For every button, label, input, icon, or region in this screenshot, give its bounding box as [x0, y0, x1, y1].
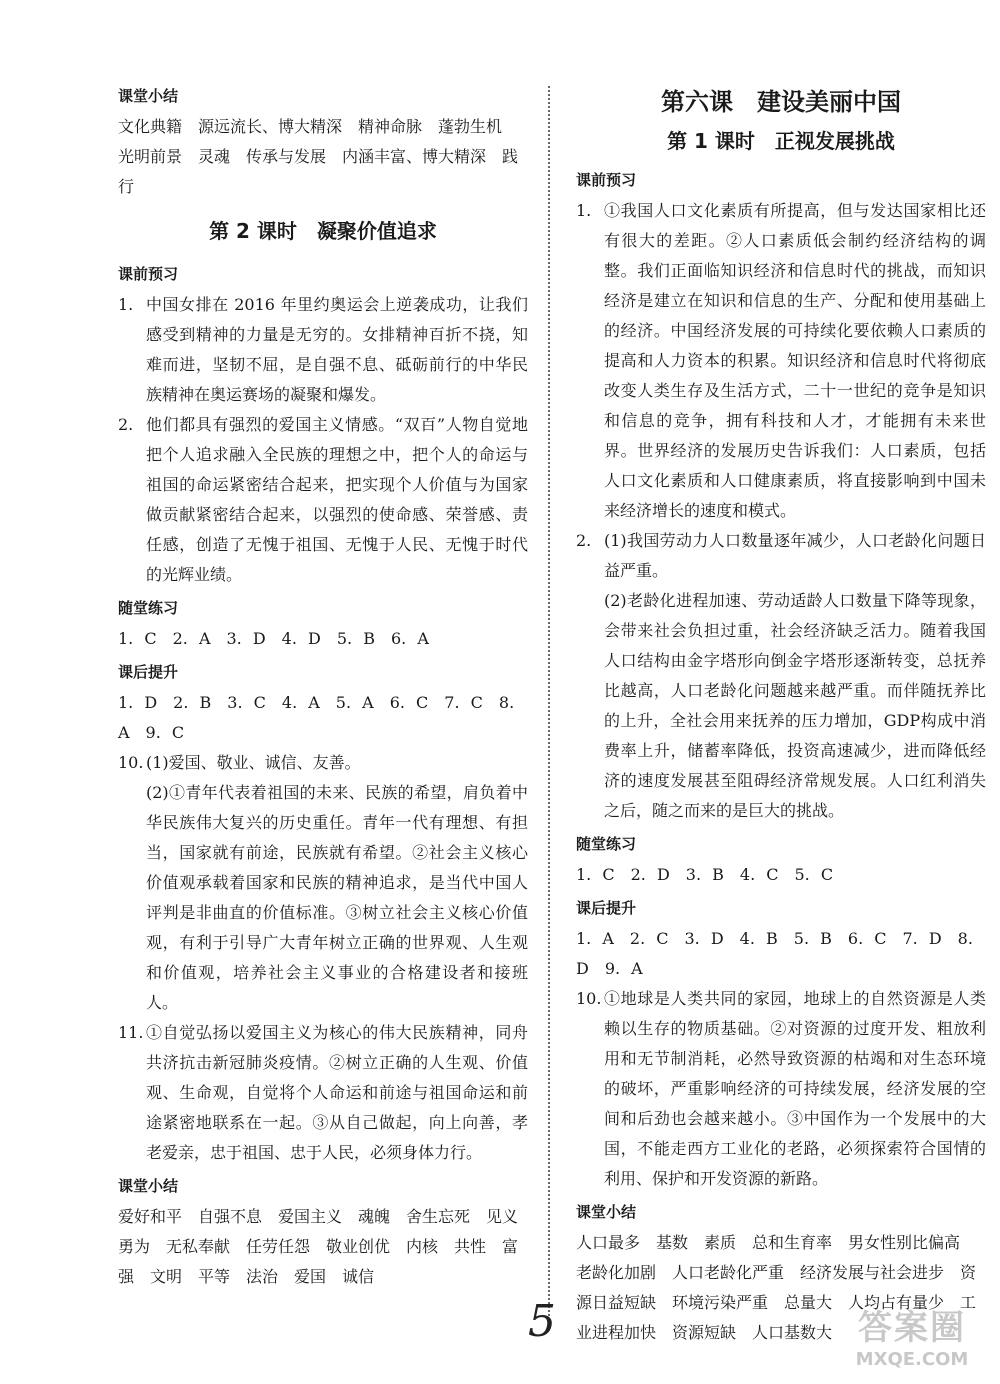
after-class-answers: 1. D 2. B 3. C 4. A 5. A 6. C 7. C 8. A 9. C	[118, 693, 515, 742]
item-text: 中国女排在 2016 年里约奥运会上逆袭成功，让我们感受到精神的力量是无穷的。女排精神百折不挠，知难而进，坚韧不屈，是自强不息、砥砺前行的中华民族精神在奥运赛场的凝聚和爆发。	[146, 295, 528, 404]
lesson-title: 第 1 课时 正视发展挑战	[667, 129, 895, 153]
preview-item-2-part-2: (2)老龄化进程加速、劳动适龄人口数量下降等现象，会带来社会负担过重，社会经济缺乏活力。随着我国人口结构由金字塔形向倒金字塔形逐渐转变，总抚养比越高，人口老龄化问题越来越严重。而伴随抚养比的上升，全社会用来抚养的压力增加，GDP构成中消费率上升，储蓄率降低，投资高速减少，进而降低经济的速度发展甚至阻碍经济常规发展。人口红利消失之后，随之而来的是巨大的挑战。	[604, 591, 986, 820]
item-text: 他们都具有强烈的爱国主义情感。“双百”人物自觉地把个人追求融入全民族的理想之中，把个人的命运与祖国的命运紧密结合起来，把实现个人价值与为国家做贡献紧密结合起来，以强烈的使命感、荣誉感、责任感，创造了无愧于祖国、无愧于人民、无愧于时代的光辉业绩。	[146, 415, 528, 584]
watermark-logo	[832, 1308, 992, 1378]
after-class-heading: 课后提升	[118, 663, 179, 681]
item-text: ①自觉弘扬以爱国主义为核心的伟大民族精神，同舟共济抗击新冠肺炎疫情。②树立正确的人生观、价值观、生命观，自觉将个人命运和前途与祖国命运和前途紧密地联系在一起。③从自己做起，向上向善，孝老爱亲，忠于祖国、忠于人民，必须身体力行。	[146, 1023, 528, 1162]
item-number: 11.	[118, 1023, 144, 1042]
preview-item-2	[576, 526, 986, 586]
unit-title: 第六课 建设美丽中国	[661, 88, 901, 116]
summary-heading: 课堂小结	[118, 1177, 179, 1195]
item-number: 10.	[118, 753, 144, 772]
preview-item-1	[576, 196, 986, 526]
watermark-text: 答案圈	[858, 1308, 966, 1348]
preview-item-1	[118, 290, 528, 410]
after-class-answers: 1. A 2. C 3. D 4. B 5. B 6. C 7. D 8. D 9. A	[576, 929, 973, 978]
item-number: 1.	[118, 295, 134, 314]
item-number: 2.	[118, 415, 134, 434]
summary-terms: 人口最多 基数 素质 总和生育率 男女性别比偏高 老龄化加剧 人口老龄化严重 经济发展与社会进步 资源日益短缺 环境污染严重 总量大 人均占有量少 工业进程加快 资源短缺 人口基数大	[576, 1233, 977, 1342]
right-column	[576, 78, 986, 1348]
summary-terms: 爱好和平 自强不息 爱国主义 魂魄 舍生忘死 见义勇为 无私奉献 任劳任怨 敬业创优 内核 共性 富强 文明 平等 法治 爱国 诚信	[118, 1207, 519, 1286]
question-11	[118, 1018, 528, 1168]
preview-item-2	[118, 410, 528, 590]
summary-heading: 课堂小结	[118, 87, 179, 105]
page-number: 5	[528, 1296, 556, 1347]
watermark-url: MXQE.COM	[855, 1349, 969, 1370]
item-text: (1)我国劳动力人口数量逐年减少，人口老龄化问题日益严重。	[604, 531, 986, 580]
practice-heading: 随堂练习	[118, 599, 179, 617]
column-divider	[548, 86, 550, 1316]
practice-answers: 1. C 2. D 3. B 4. C 5. C	[576, 865, 834, 884]
practice-answers: 1. C 2. A 3. D 4. D 5. B 6. A	[118, 629, 429, 648]
item-number: 1.	[576, 201, 592, 220]
preview-heading: 课前预习	[576, 171, 637, 189]
item-text: (1)爱国、敬业、诚信、友善。	[146, 753, 361, 772]
preview-heading: 课前预习	[118, 265, 179, 283]
after-class-heading: 课后提升	[576, 899, 637, 917]
lesson-title: 第 2 课时 凝聚价值追求	[209, 219, 437, 243]
practice-heading: 随堂练习	[576, 835, 637, 853]
item-number: 10.	[576, 989, 602, 1008]
question-10-part-2: (2)①青年代表着祖国的未来、民族的希望，肩负着中华民族伟大复兴的历史重任。青年一代有理想、有担当，国家就有前途，民族就有希望。②社会主义核心价值观承载着国家和民族的精神追求，是当代中国人评判是非曲直的价值标准。③树立社会主义核心价值观，有利于引导广大青年树立正确的世界观、人生观和价值观，培养社会主义事业的合格建设者和接班人。	[146, 783, 528, 1012]
summary-terms: 文化典籍 源远流长、博大精深 精神命脉 蓬勃生机 光明前景 灵魂 传承与发展 内涵丰富、博大精深 践行	[118, 117, 519, 196]
question-10	[576, 984, 986, 1194]
item-number: 2.	[576, 531, 592, 550]
left-column	[118, 78, 528, 1292]
item-text: ①地球是人类共同的家园，地球上的自然资源是人类赖以生存的物质基础。②对资源的过度开发、粗放利用和无节制消耗，必然导致资源的枯竭和对生态环境的破坏，严重影响经济的可持续发展，经济发展的空间和后劲也会越来越小。③中国作为一个发展中的大国，不能走西方工业化的老路，必须探索符合国情的利用、保护和开发资源的新路。	[604, 989, 986, 1188]
summary-heading: 课堂小结	[576, 1203, 637, 1221]
question-10	[118, 748, 528, 778]
item-text: ①我国人口文化素质有所提高，但与发达国家相比还有很大的差距。②人口素质低会制约经济结构的调整。我们正面临知识经济和信息时代的挑战，而知识经济是建立在知识和信息的生产、分配和使用基础上的经济。中国经济发展的可持续化要依赖人口素质的提高和人力资本的积累。知识经济和信息时代将彻底改变人类生存及生活方式，二十一世纪的竞争是知识和信息的竞争，拥有科技和人才，才能拥有未来世界。世界经济的发展历史告诉我们：人口素质，包括人口文化素质和人口健康素质，将直接影响到中国未来经济增长的速度和模式。	[604, 201, 986, 520]
